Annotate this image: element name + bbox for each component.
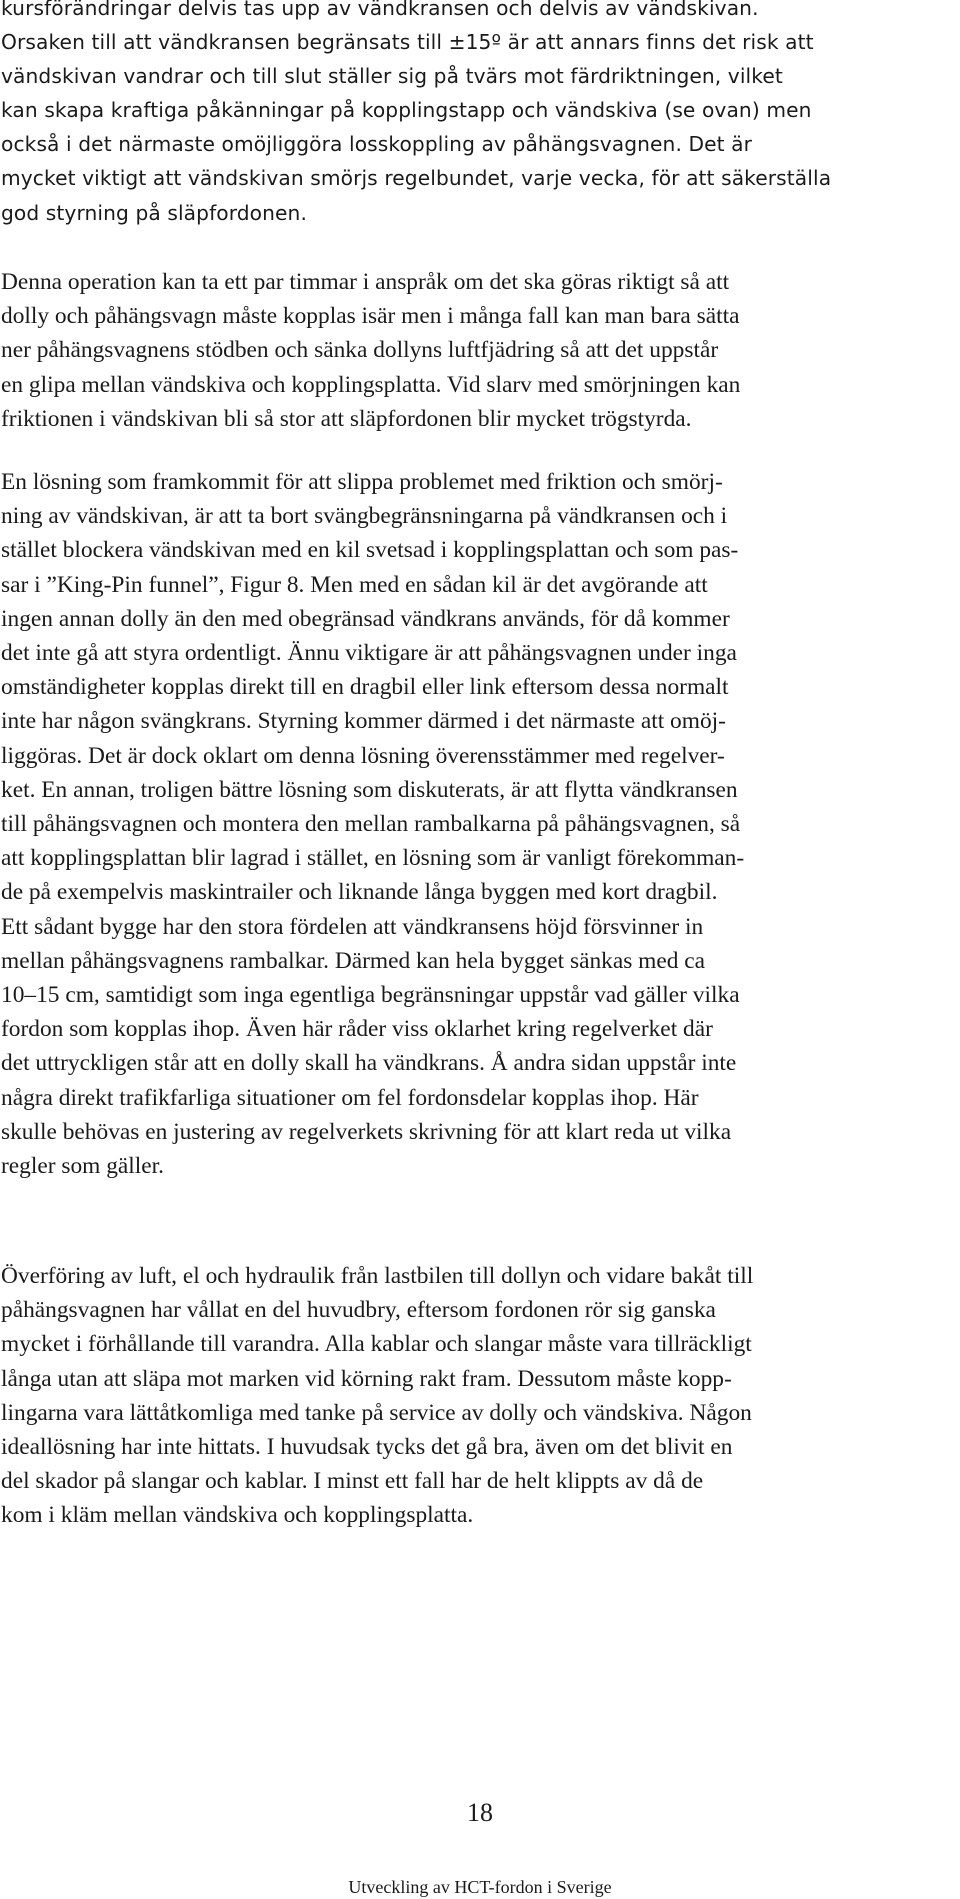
- text-line: sar i ”King-Pin funnel”, Figur 8. Men med en sådan kil är det avgörande att: [1, 571, 708, 598]
- text-line: Denna operation kan ta ett par timmar i anspråk om det ska göras riktigt så att: [1, 269, 730, 295]
- text-line: det inte gå att styra ordentligt. Ännu viktigare är att påhängsvagnen under inga: [1, 640, 737, 667]
- text-line: Ett sådant bygge har den stora fördelen att vändkransens höjd försvinner in: [1, 913, 704, 940]
- text-line: friktionen i vändskivan bli så stor att släpfordonen blir mycket trögstyrda.: [1, 405, 692, 432]
- text-line: det uttryckligen står att en dolly skall ha vändkrans. Å andra sidan uppstår inte: [1, 1050, 737, 1077]
- text-line: ner påhängsvagnens stödben och sänka dollyns luftfjädring så att det uppstår: [1, 337, 719, 364]
- paragraph-operation: [1, 265, 956, 436]
- text-line: kursförändringar delvis tas upp av vändkransen och delvis av vändskivan.: [1, 0, 759, 20]
- text-line: vändskivan vandrar och till slut ställer sig på tvärs mot färdriktningen, vilket: [1, 64, 783, 89]
- text-line: också i det närmaste omöjliggöra losskoppling av påhängsvagnen. Det är: [1, 132, 753, 157]
- text-line: ning av vändskivan, är att ta bort svängbegränsningarna på vändkransen och i: [1, 503, 728, 530]
- text-line: att kopplingsplattan blir lagrad i stället, en lösning som är vanligt förekomman-: [1, 845, 745, 872]
- text-line: inte har någon svängkrans. Styrning kommer därmed i det närmaste att omöj-: [1, 708, 726, 735]
- paragraph-intro: [1, 0, 956, 230]
- text-line: till påhängsvagnen och montera den mellan rambalkarna på påhängsvagnen, så: [1, 811, 741, 838]
- text-line: de på exempelvis maskintrailer och liknande långa byggen med kort dragbil.: [1, 879, 718, 906]
- text-line: en glipa mellan vändskiva och kopplingsplatta. Vid slarv med smörjningen kan: [1, 371, 741, 398]
- text-line: mycket i förhållande till varandra. Alla kablar och slangar måste vara tillräckligt: [1, 1331, 752, 1358]
- text-line: Orsaken till att vändkransen begränsats till ±15º är att annars finns det risk att: [1, 30, 814, 55]
- text-line: liggöras. Det är dock oklart om denna lösning överensstämmer med regelver-: [1, 742, 725, 769]
- text-line: god styrning på släpfordonen.: [1, 200, 307, 225]
- text-line: långa utan att släpa mot marken vid körning rakt fram. Dessutom måste kopp-: [1, 1365, 732, 1392]
- text-line: mycket viktigt att vändskivan smörjs regelbundet, varje vecka, för att säkerställa: [1, 166, 832, 191]
- text-line: ket. En annan, troligen bättre lösning som diskuterats, är att flytta vändkransen: [1, 776, 738, 803]
- text-line: dolly och påhängsvagn måste kopplas isär men i många fall kan man bara sätta: [1, 303, 740, 330]
- paragraph-solution: [1, 465, 956, 1183]
- text-line: skulle behövas en justering av regelverkets skrivning för att klart reda ut vilka: [1, 1118, 732, 1145]
- text-line: några direkt trafikfarliga situationer om fel fordonsdelar kopplas ihop. Här: [1, 1084, 699, 1111]
- text-line: 10–15 cm, samtidigt som inga egentliga begränsningar uppstår vad gäller vilka: [1, 982, 740, 1009]
- text-line: Överföring av luft, el och hydraulik från lastbilen till dollyn och vidare bakåt till: [1, 1263, 754, 1289]
- paragraph-air-electric-hydraulic: [1, 1259, 956, 1533]
- text-line: En lösning som framkommit för att slippa problemet med friktion och smörj-: [1, 469, 723, 495]
- text-line: kan skapa kraftiga påkänningar på kopplingstapp och vändskiva (se ovan) men: [1, 98, 812, 123]
- text-line: lingarna vara lättåtkomliga med tanke på service av dolly och vändskiva. Någon: [1, 1399, 752, 1426]
- text-line: ideallösning har inte hittats. I huvudsak tycks det gå bra, även om det blivit en: [1, 1434, 733, 1461]
- text-line: regler som gäller.: [1, 1153, 165, 1180]
- text-line: ingen annan dolly än den med obegränsad vändkrans används, för då kommer: [1, 605, 730, 632]
- page-number: 18: [467, 1798, 493, 1827]
- text-line: stället blockera vändskivan med en kil svetsad i kopplingsplattan och som pas-: [1, 537, 739, 564]
- text-line: kom i kläm mellan vändskiva och kopplingsplatta.: [1, 1502, 474, 1529]
- text-line: fordon som kopplas ihop. Även här råder viss oklarhet kring regelverket där: [1, 1016, 713, 1043]
- text-line: del skador på slangar och kablar. I minst ett fall har de helt klippts av då de: [1, 1468, 704, 1495]
- running-footer: Utveckling av HCT-fordon i Sverige: [348, 1877, 612, 1897]
- text-line: påhängsvagnen har vållat en del huvudbry, eftersom fordonen rör sig ganska: [1, 1297, 716, 1324]
- text-line: omständigheter kopplas direkt till en dragbil eller link eftersom dessa normalt: [1, 674, 729, 701]
- text-line: mellan påhängsvagnens rambalkar. Därmed kan hela bygget sänkas med ca: [1, 947, 706, 974]
